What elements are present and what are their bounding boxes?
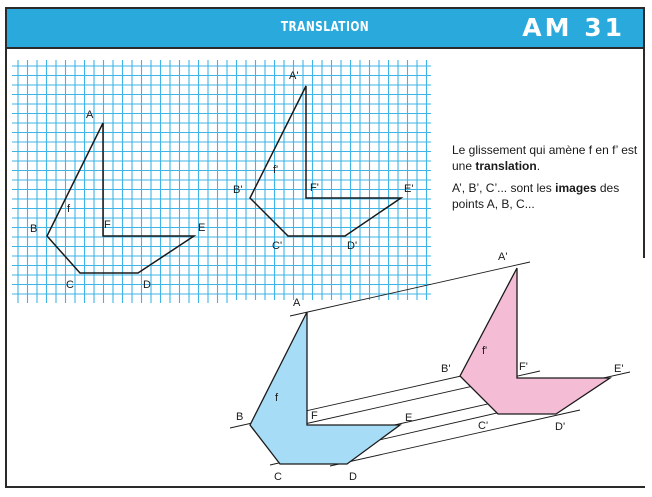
label-shape-f-prime-lower: f' <box>482 345 488 357</box>
label-a-prime-lower: A' <box>498 251 508 263</box>
explanation-text <box>452 142 642 218</box>
label-d: D <box>143 279 151 291</box>
label-f-prime-lower: F' <box>519 361 528 373</box>
label-b-prime-lower: B' <box>441 363 451 375</box>
explanation-text-1-end: . <box>536 159 541 173</box>
label-d-prime-lower: D' <box>555 421 566 433</box>
label-f-lower: F <box>311 410 318 422</box>
label-shape-f-lower: f <box>275 392 279 404</box>
explanation-text-2-end: des points A, B, C... <box>452 181 620 211</box>
label-b-prime: B' <box>233 184 243 196</box>
label-d-lower: D <box>349 471 357 483</box>
label-c-prime-lower: C' <box>478 420 489 432</box>
label-shape-f-prime: f' <box>273 164 279 176</box>
label-e-lower: E <box>405 412 413 424</box>
label-d-prime: D' <box>347 240 358 252</box>
term-translation: translation <box>475 159 537 173</box>
label-a-lower: A <box>293 297 301 309</box>
label-e: E <box>198 222 206 234</box>
header-code: AM 31 <box>522 13 625 42</box>
label-c-prime: C' <box>272 240 283 252</box>
label-f: F <box>104 219 111 231</box>
label-b-lower: B <box>236 411 244 423</box>
label-e-prime: E' <box>404 183 414 195</box>
label-b: B <box>30 223 38 235</box>
label-c: C <box>66 279 74 291</box>
label-c-lower: C <box>274 471 282 483</box>
shape-f <box>47 123 194 273</box>
label-a-prime: A' <box>289 70 299 82</box>
label-f-prime: F' <box>310 182 319 194</box>
term-images: images <box>555 181 597 195</box>
explanation-text-1: Le glissement qui amène f en f’ est une <box>452 143 638 173</box>
explanation-text-2: A’, B’, C’... sont les <box>452 181 556 195</box>
label-e-prime-lower: E' <box>614 363 624 375</box>
explanation-paragraph-2 <box>452 180 642 212</box>
explanation-paragraph-1 <box>452 142 642 174</box>
header-title: TRANSLATION <box>280 20 370 35</box>
label-shape-f: f <box>67 203 71 215</box>
label-a: A <box>86 109 94 121</box>
